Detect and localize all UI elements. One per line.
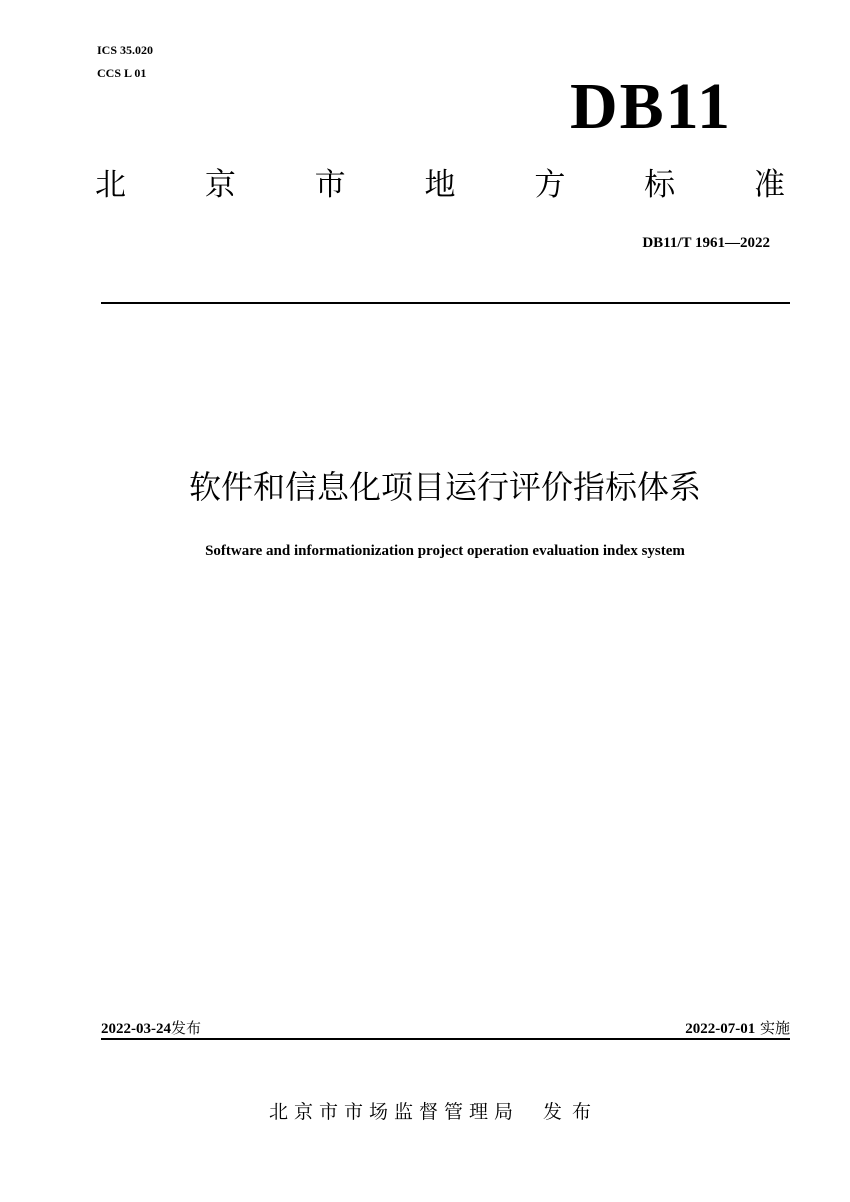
issue-label: 发布 [171, 1019, 202, 1037]
publisher-action: 发布 [543, 1101, 602, 1123]
standard-type-char: 方 [534, 167, 566, 203]
footer-divider [101, 1038, 790, 1040]
standard-number: DB11/T 1961—2022 [642, 235, 770, 251]
implementation-date-line [685, 1019, 790, 1038]
ccs-code: CCS L 01 [97, 66, 147, 80]
standard-mark: DB11 [569, 70, 732, 143]
header-divider [101, 302, 790, 304]
standard-type-title [95, 165, 785, 205]
standard-type-char: 市 [314, 167, 346, 203]
issue-date: 2022-03-24 [101, 1021, 171, 1037]
standard-type-char: 京 [204, 167, 236, 203]
standard-type-char: 准 [753, 167, 785, 203]
document-title-english: Software and informationization project operation evaluation index system [205, 543, 685, 559]
issue-date-line [101, 1019, 201, 1038]
implementation-date: 2022-07-01 [685, 1021, 756, 1037]
ics-code: ICS 35.020 [97, 43, 154, 57]
publisher-line [0, 1100, 850, 1124]
document-title-chinese: 软件和信息化项目运行评价指标体系 [188, 468, 701, 506]
standard-type-char: 北 [95, 167, 126, 203]
standard-type-char: 标 [644, 167, 676, 203]
implementation-label: 实施 [759, 1019, 790, 1037]
standard-type-char: 地 [424, 167, 456, 203]
publisher-organization: 北京市市场监督管理局 [268, 1101, 519, 1123]
